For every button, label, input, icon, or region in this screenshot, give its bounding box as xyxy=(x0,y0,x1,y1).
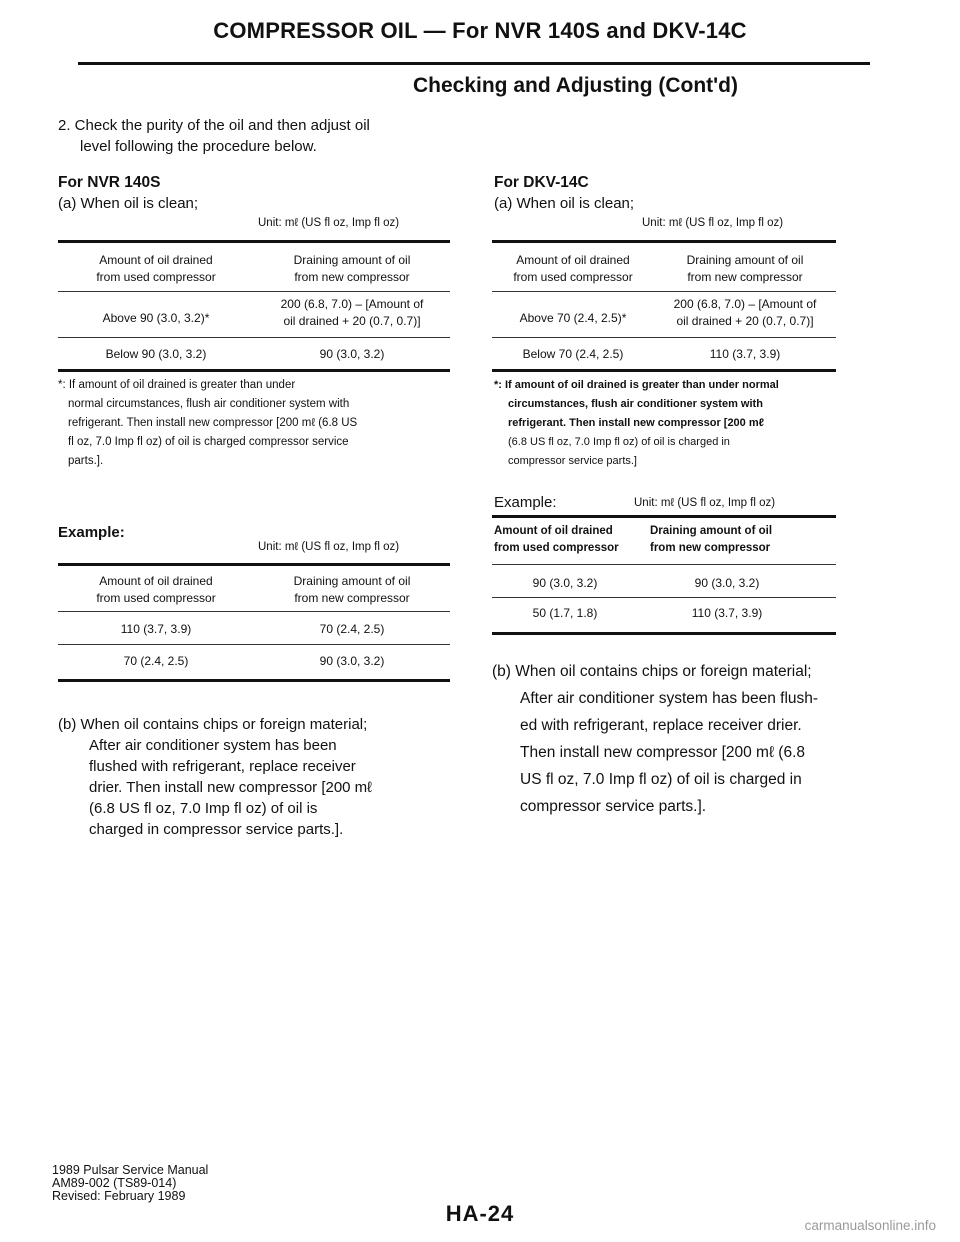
table-rule xyxy=(58,644,450,645)
table-cell: 70 (2.4, 2.5) xyxy=(319,622,385,636)
table-top-rule xyxy=(492,515,836,518)
right-heading: For DKV-14C xyxy=(494,174,589,191)
left-chips-line: (6.8 US fl oz, 7.0 Imp fl oz) of oil is xyxy=(89,800,318,817)
right-footnote-line: (6.8 US fl oz, 7.0 Imp fl oz) of oil is charged in xyxy=(508,436,730,448)
right-chips-line: ed with refrigerant, replace receiver drier. xyxy=(520,717,802,734)
left-chips-line: flushed with refrigerant, replace receiver xyxy=(89,758,356,775)
table-cell: 70 (2.4, 2.5) xyxy=(123,654,189,668)
table-cell: 90 (3.0, 3.2) xyxy=(319,654,385,668)
left-clean-label: (a) When oil is clean; xyxy=(58,195,199,212)
right-example-label: Example: xyxy=(494,494,557,511)
table-header-cell: Amount of oil drained from used compressor xyxy=(96,574,216,605)
page-number: HA-24 xyxy=(445,1201,515,1226)
table-top-rule xyxy=(492,240,836,243)
page-title-text: COMPRESSOR OIL — For NVR 140S and DKV-14C xyxy=(213,18,747,43)
left-unit: Unit: mℓ (US fl oz, Imp fl oz) xyxy=(258,217,400,229)
table-header-cell: Draining amount of oil from new compressor xyxy=(650,525,773,554)
left-footnote-line: parts.]. xyxy=(68,455,104,467)
table-rule xyxy=(492,337,836,338)
table-cell: 200 (6.8, 7.0) – [Amount of oil drained + 20 (0.7, 0.7)] xyxy=(673,297,817,328)
header-rule xyxy=(78,62,870,65)
right-footnote-line: circumstances, flush air conditioner system with xyxy=(508,398,763,410)
watermark: carmanualsonline.info xyxy=(804,1218,936,1233)
table-header-cell: Amount of oil drained from used compressor xyxy=(513,253,633,284)
table-cell: 90 (3.0, 3.2) xyxy=(532,576,598,590)
table-cell: 90 (3.0, 3.2) xyxy=(694,576,760,590)
right-footnote-line: refrigerant. Then install new compressor [200 mℓ xyxy=(508,417,765,429)
left-chips-line: drier. Then install new compressor [200 mℓ xyxy=(89,779,373,796)
table-rule xyxy=(492,291,836,292)
left-footnote-line: *: If amount of oil drained is greater than under xyxy=(58,379,296,391)
table-rule xyxy=(492,597,836,598)
right-chips-line: (b) When oil contains chips or foreign material; xyxy=(492,663,812,680)
right-chips-line: After air conditioner system has been flush- xyxy=(520,690,819,707)
table-bottom-rule xyxy=(58,369,450,372)
table-rule xyxy=(492,564,836,565)
left-footnote-line: fl oz, 7.0 Imp fl oz) of oil is charged compressor service xyxy=(68,436,349,448)
table-header-cell: Draining amount of oil from new compressor xyxy=(293,253,411,284)
footer-line: 1989 Pulsar Service Manual xyxy=(52,1163,209,1177)
table-bottom-rule xyxy=(492,632,836,635)
table-rule xyxy=(58,291,450,292)
table-cell: Below 70 (2.4, 2.5) xyxy=(522,347,624,361)
right-chips-line: compressor service parts.]. xyxy=(520,798,707,815)
footer-line: Revised: February 1989 xyxy=(52,1189,186,1203)
table-header-cell: Amount of oil drained from used compressor xyxy=(494,525,619,554)
footer-line: AM89-002 (TS89-014) xyxy=(52,1176,177,1190)
left-clean-table xyxy=(58,240,450,390)
right-example-table xyxy=(492,515,836,637)
table-cell: 200 (6.8, 7.0) – [Amount of oil drained + 20 (0.7, 0.7)] xyxy=(280,297,424,328)
table-rule xyxy=(58,611,450,612)
table-rule xyxy=(58,337,450,338)
intro-line-1: 2. Check the purity of the oil and then adjust oil xyxy=(58,117,370,134)
table-cell: Above 90 (3.0, 3.2)* xyxy=(102,311,210,325)
right-unit: Unit: mℓ (US fl oz, Imp fl oz) xyxy=(642,217,784,229)
right-example-unit: Unit: mℓ (US fl oz, Imp fl oz) xyxy=(634,497,776,509)
left-chips-line: charged in compressor service parts.]. xyxy=(89,821,344,838)
left-footnote-line: normal circumstances, flush air conditioner system with xyxy=(68,398,350,410)
left-example-label: Example: xyxy=(58,524,125,541)
right-clean-label: (a) When oil is clean; xyxy=(494,195,635,212)
left-example-table xyxy=(58,563,450,683)
table-cell: Above 70 (2.4, 2.5)* xyxy=(519,311,627,325)
left-example-unit: Unit: mℓ (US fl oz, Imp fl oz) xyxy=(258,541,400,553)
left-heading: For NVR 140S xyxy=(58,174,161,191)
table-cell: 110 (3.7, 3.9) xyxy=(120,622,192,636)
left-chips-line: After air conditioner system has been xyxy=(89,737,337,754)
table-cell: 90 (3.0, 3.2) xyxy=(319,347,385,361)
table-header-cell: Draining amount of oil from new compressor xyxy=(293,574,411,605)
intro-line-2: level following the procedure below. xyxy=(80,138,317,155)
table-cell: Below 90 (3.0, 3.2) xyxy=(105,347,207,361)
table-cell: 50 (1.7, 1.8) xyxy=(532,606,598,620)
table-bottom-rule xyxy=(492,369,836,372)
right-clean-table xyxy=(492,240,836,390)
table-header-cell: Draining amount of oil from new compressor xyxy=(686,253,804,284)
section-subtitle: Checking and Adjusting (Cont'd) xyxy=(412,74,738,97)
left-footnote-line: refrigerant. Then install new compressor [200 mℓ (6.8 US xyxy=(68,417,358,429)
table-cell: 110 (3.7, 3.9) xyxy=(709,347,781,361)
page-title xyxy=(0,18,960,44)
table-bottom-rule xyxy=(58,679,450,682)
right-footnote-line: *: If amount of oil drained is greater than under normal xyxy=(494,379,779,391)
footer-publication-info xyxy=(52,1164,208,1203)
table-cell: 110 (3.7, 3.9) xyxy=(691,606,763,620)
table-top-rule xyxy=(58,563,450,566)
left-chips-line: (b) When oil contains chips or foreign material; xyxy=(58,716,368,733)
table-top-rule xyxy=(58,240,450,243)
right-chips-line: Then install new compressor [200 mℓ (6.8 xyxy=(520,744,805,761)
right-footnote-line: compressor service parts.] xyxy=(508,455,637,467)
right-chips-line: US fl oz, 7.0 Imp fl oz) of oil is charged in xyxy=(520,771,802,788)
table-header-cell: Amount of oil drained from used compressor xyxy=(96,253,216,284)
